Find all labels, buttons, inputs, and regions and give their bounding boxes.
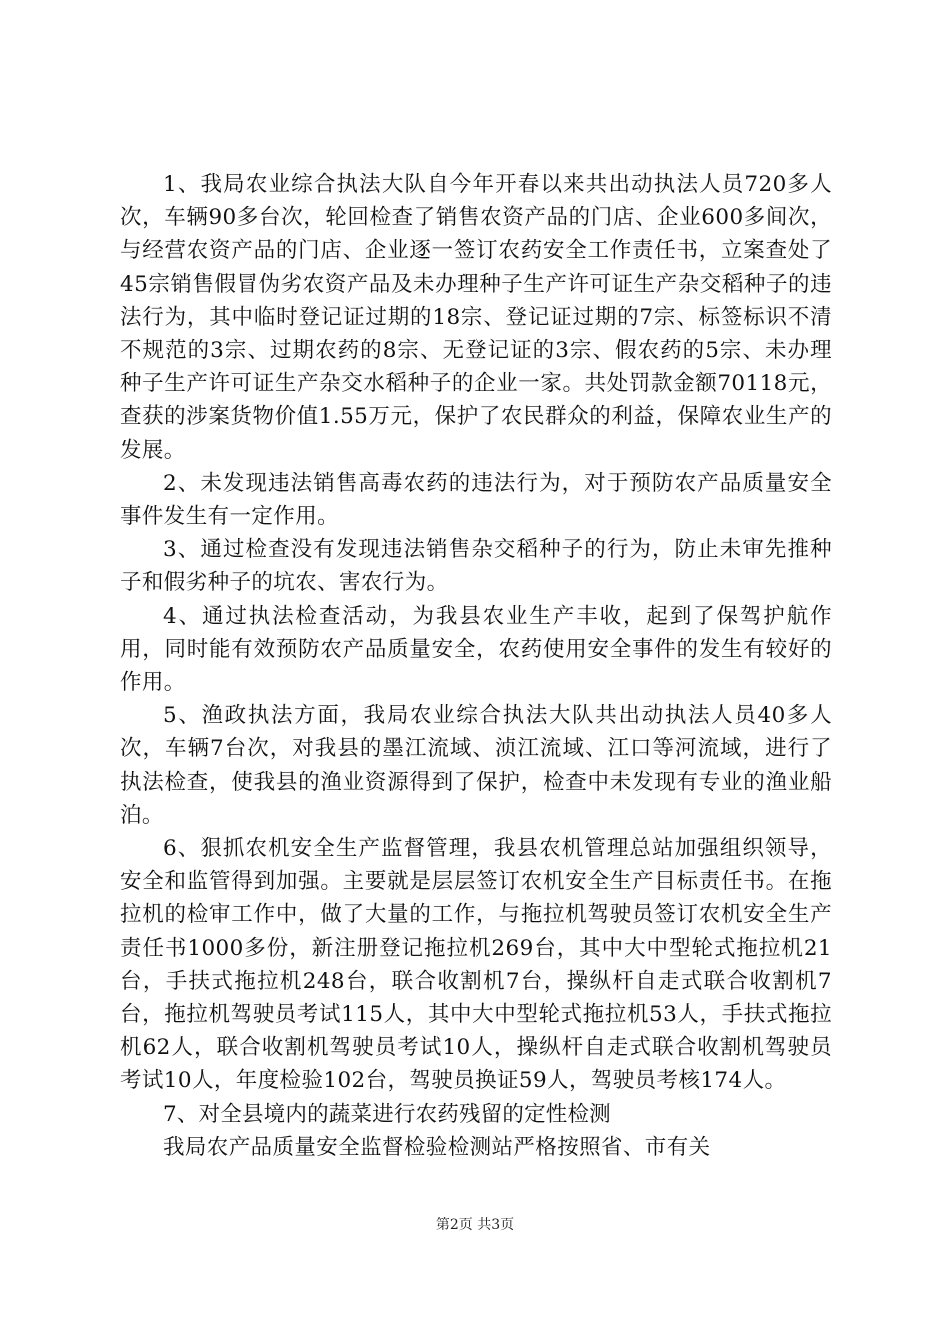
paragraph-7-heading: 7、对全县境内的蔬菜进行农药残留的定性检测	[163, 1101, 611, 1127]
paragraph-6: 6、狠抓农机安全生产监督管理，我县农机管理总站加强组织领导，安全和监管得到加强。主要就是层层签订农机安全生产目标责任书。在拖拉机的检审工作中，做了大量的工作，与拖拉机驾驶员签订农机安全生产责任书1000多份，新注册登记拖拉机269台，其中大中型轮式拖拉机21台，手扶式拖拉机248台，联合收割机7台，操纵杆自走式联合收割机7台，拖拉机驾驶员考试115人，其中大中型轮式拖拉机53人，手扶式拖拉机62人，联合收割机驾驶员考试10人，操纵杆自走式联合收割机驾驶员考试10人，年度检验102台，驾驶员换证59人，驾驶员考核174人。	[120, 836, 832, 1094]
paragraph-8: 我局农产品质量安全监督检验检测站严格按照省、市有关	[163, 1134, 711, 1160]
paragraph-2: 2、未发现违法销售高毒农药的违法行为，对于预防农产品质量安全事件发生有一定作用。	[120, 470, 832, 530]
paragraph-3: 3、通过检查没有发现违法销售杂交稻种子的行为，防止未审先推种子和假劣种子的坑农、害农行为。	[120, 537, 832, 596]
document-body	[120, 168, 832, 1164]
paragraph-5: 5、渔政执法方面，我局农业综合执法大队共出动执法人员40多人次，车辆7台次，对我县的墨江流域、浈江流域、江口等河流域，进行了执法检查，使我县的渔业资源得到了保护，检查中未发现有专业的渔业船泊。	[120, 703, 832, 828]
page-number-footer: 第2页 共3页	[435, 1217, 515, 1233]
paragraph-4: 4、通过执法检查活动，为我县农业生产丰收，起到了保驾护航作用，同时能有效预防农产品质量安全，农药使用安全事件的发生有较好的作用。	[120, 603, 832, 696]
paragraph-1: 1、我局农业综合执法大队自今年开春以来共出动执法人员720多人次，车辆90多台次，轮回检查了销售农资产品的门店、企业600多间次，与经营农资产品的门店、企业逐一签订农药安全工作责任书，立案查处了45宗销售假冒伪劣农资产品及未办理种子生产许可证生产杂交稻种子的违法行为，其中临时登记证过期的18宗、登记证过期的7宗、标签标识不清不规范的3宗、过期农药的8宗、无登记证的3宗、假农药的5宗、未办理种子生产许可证生产杂交水稻种子的企业一家。共处罚款金额70118元，查获的涉案货物价值1.55万元，保护了农民群众的利益，保障农业生产的发展。	[120, 172, 832, 463]
